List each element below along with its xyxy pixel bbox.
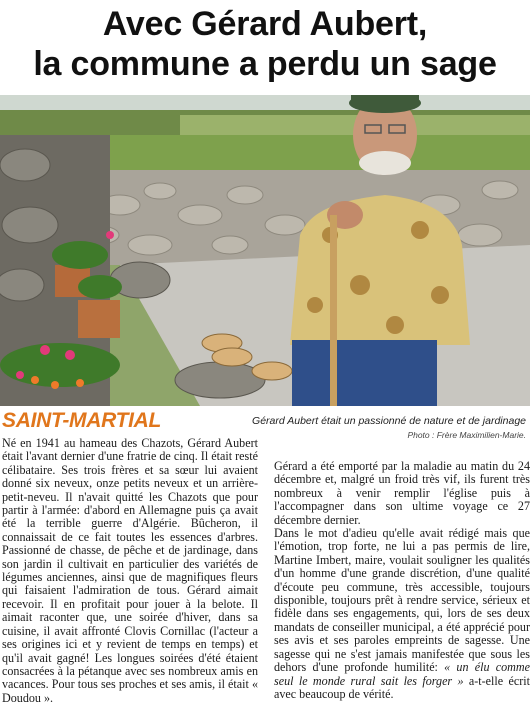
- tribute-quote: « un élu comme seul le monde rural sait les forger »: [274, 660, 530, 688]
- portrait-photo: [0, 95, 530, 406]
- caption-credit: Photo : Frère Maximilien-Marie.: [407, 430, 526, 440]
- article-column-left: [2, 437, 258, 705]
- paragraph: Né en 1941 au hameau des Chazots, Gérard Aubert était l'avant dernier d'une fratrie de cinq. Il était resté célibataire. Ses trois frères et sa sœur lui avaient donné six neveux, onze petits neveux et un arrière-petit-neveu. Il n'avait quitté les Chazots que pour partir à l'armée: d'abord en Allemagne puis ça avait été la terrible guerre d'Algérie. Bûcheron, il connaissait de ce fait toutes les essences d'arbres. Passionné de chasse, de pêche et de jardinage, dans son jardin il cultivait en particulier des variétés de légumes anciennes, ainsi que de magnifiques fleurs qui faisaient l'admiration de tous. Gérard aimait recevoir. Il en profitait pour jouer à la belote. Il aimait raconter que, une soirée d'hiver, dans sa cuisine, il avait affronté Clovis Cornillac (l'acteur a ses origines ici et y revient de temps en temps) et qu'il avait gagné! Les longues soirées d'été étaient consacrées à la pétanque avec ses nombreux amis en vacances. Pour tous ses proches et ses amis, il était « Doudou ».: [2, 436, 258, 705]
- headline: [0, 4, 530, 84]
- tribute-end: a-t-elle écrit avec beaucoup de vérité.: [274, 673, 530, 701]
- photo-caption: [246, 414, 526, 442]
- article-column-right: [274, 460, 530, 701]
- headline-line-1: Avec Gérard Aubert,: [102, 5, 428, 43]
- paragraph-tribute: [274, 527, 530, 701]
- paragraph: Gérard a été emporté par la maladie au matin du 24 décembre et, malgré un froid très vif, ils furent très nombreux à venir remplir l'église puis à l'accompagner dans son ultime voyage ce 27 décembre dernier.: [274, 459, 530, 527]
- tribute-text: Dans le mot d'adieu qu'elle avait rédigé mais que l'émotion, trop forte, ne lui a pas permis de lire, Martine Imbert, maire, voulait souligner les qualités d'un homme d'une grande discrétion, d'une qualité d'écoute peu commune, très accessible, toujours disponible, toujours prêt à rendre service, sérieux et fidèle dans ses engagements, qui, lors de ses deux mandats de conseiller municipal, a été apprécié pour ses avis et ses paroles empreints de sagesse. Une sagesse qui ne s'est jamais manifestée que sous les dehors d'une profonde humilité:: [274, 526, 530, 675]
- caption-text: Gérard Aubert était un passionné de nature et de jardinage: [252, 415, 526, 427]
- section-kicker: SAINT-MARTIAL: [2, 409, 162, 432]
- headline-line-2: la commune a perdu un sage: [33, 45, 497, 83]
